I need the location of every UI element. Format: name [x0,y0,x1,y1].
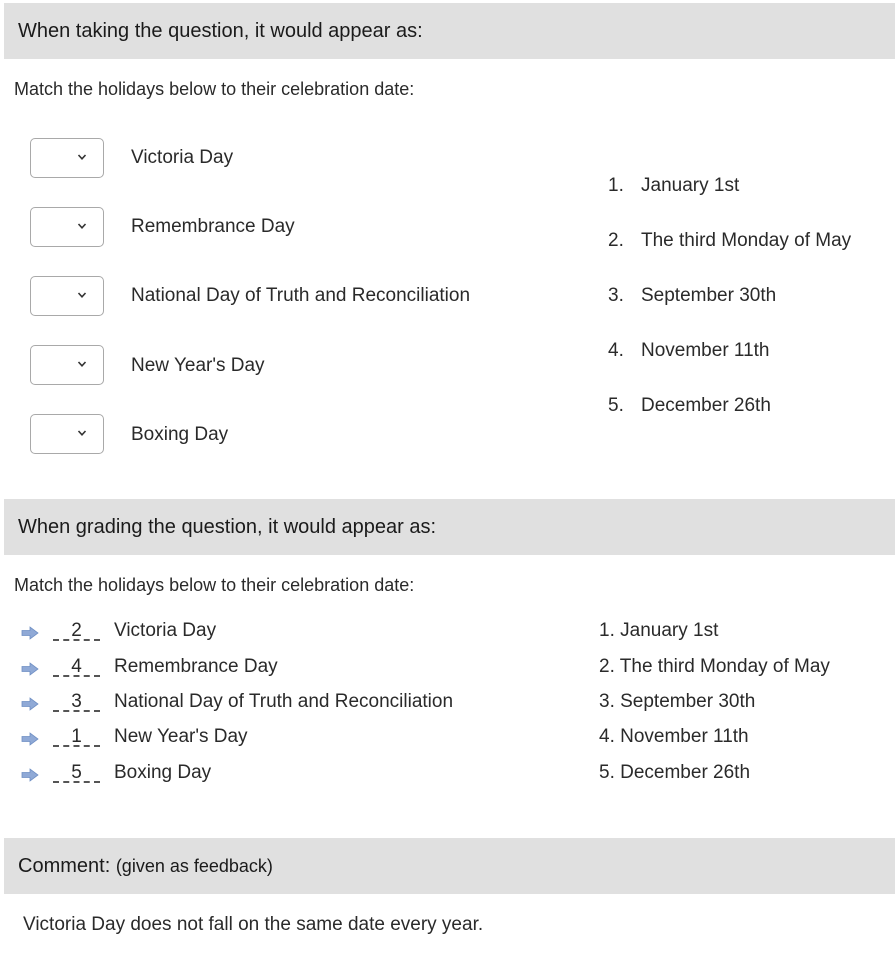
choice-number: 4. [608,340,624,361]
graded-item-label: New Year's Day [114,726,248,747]
chevron-down-icon [77,290,87,300]
feedback-text: Victoria Day does not fall on the same date every year. [23,914,484,935]
choice-text: January 1st [641,175,740,196]
preview-header-band [4,3,895,59]
match-select-3[interactable] [30,276,104,316]
graded-answer [53,656,100,678]
preview-heading: When taking the question, it would appear as: [18,20,423,42]
graded-answer [53,691,100,713]
arrow-right-icon [21,768,39,782]
graded-answer [53,620,100,642]
graded-choice-item: 3. September 30th [599,691,756,712]
choice-item [608,395,771,417]
match-item-label: Remembrance Day [131,216,295,237]
match-select-5[interactable] [30,414,104,454]
graded-item-label: Remembrance Day [114,656,278,677]
choice-number: 3. [608,285,624,306]
arrow-right-icon [21,626,39,640]
comment-note: (given as feedback) [115,856,273,876]
graded-answer-value: 3 [71,691,82,712]
choice-item [608,175,739,197]
choice-text: The third Monday of May [641,230,852,251]
choice-text: November 11th [641,340,770,361]
choice-item [608,340,770,362]
choice-item [608,230,851,252]
graded-answer-value: 4 [71,656,82,677]
choice-number: 5. [608,395,624,416]
graded-item-label: Boxing Day [114,762,212,783]
match-item-label: Boxing Day [131,424,229,445]
arrow-right-icon [21,697,39,711]
graded-answer-value: 2 [71,620,82,641]
comment-header-band [4,838,895,894]
match-select-1[interactable] [30,138,104,178]
choice-number: 2. [608,230,624,251]
chevron-down-icon [77,221,87,231]
match-item-label: National Day of Truth and Reconciliation [131,285,471,306]
grading-header-band [4,499,895,555]
graded-choice-item: 4. November 11th [599,726,749,747]
graded-item-label: National Day of Truth and Reconciliation [114,691,454,712]
arrow-right-icon [21,662,39,676]
choice-number: 1. [608,175,624,196]
graded-choice-item: 5. December 26th [599,762,751,783]
choice-text: September 30th [641,285,777,306]
graded-choice-item: 2. The third Monday of May [599,656,830,677]
graded-item-label: Victoria Day [114,620,217,641]
comment-label: Comment: [18,855,111,877]
choice-text: December 26th [641,395,771,416]
graded-answer-value: 5 [71,762,82,783]
graded-answer [53,726,100,748]
match-select-2[interactable] [30,207,104,247]
chevron-down-icon [77,152,87,162]
match-select-4[interactable] [30,345,104,385]
match-item-label: New Year's Day [131,355,265,376]
graded-answer [53,762,100,784]
comment-heading [18,838,273,894]
grading-heading: When grading the question, it would appear as: [18,516,437,538]
chevron-down-icon [77,428,87,438]
match-item-label: Victoria Day [131,147,234,168]
preview-prompt: Match the holidays below to their celebration date: [14,79,415,99]
arrow-right-icon [21,732,39,746]
graded-answer-value: 1 [71,726,82,747]
graded-choice-item: 1. January 1st [599,620,719,641]
chevron-down-icon [77,359,87,369]
grading-prompt: Match the holidays below to their celebration date: [14,575,415,595]
choice-item [608,285,776,307]
